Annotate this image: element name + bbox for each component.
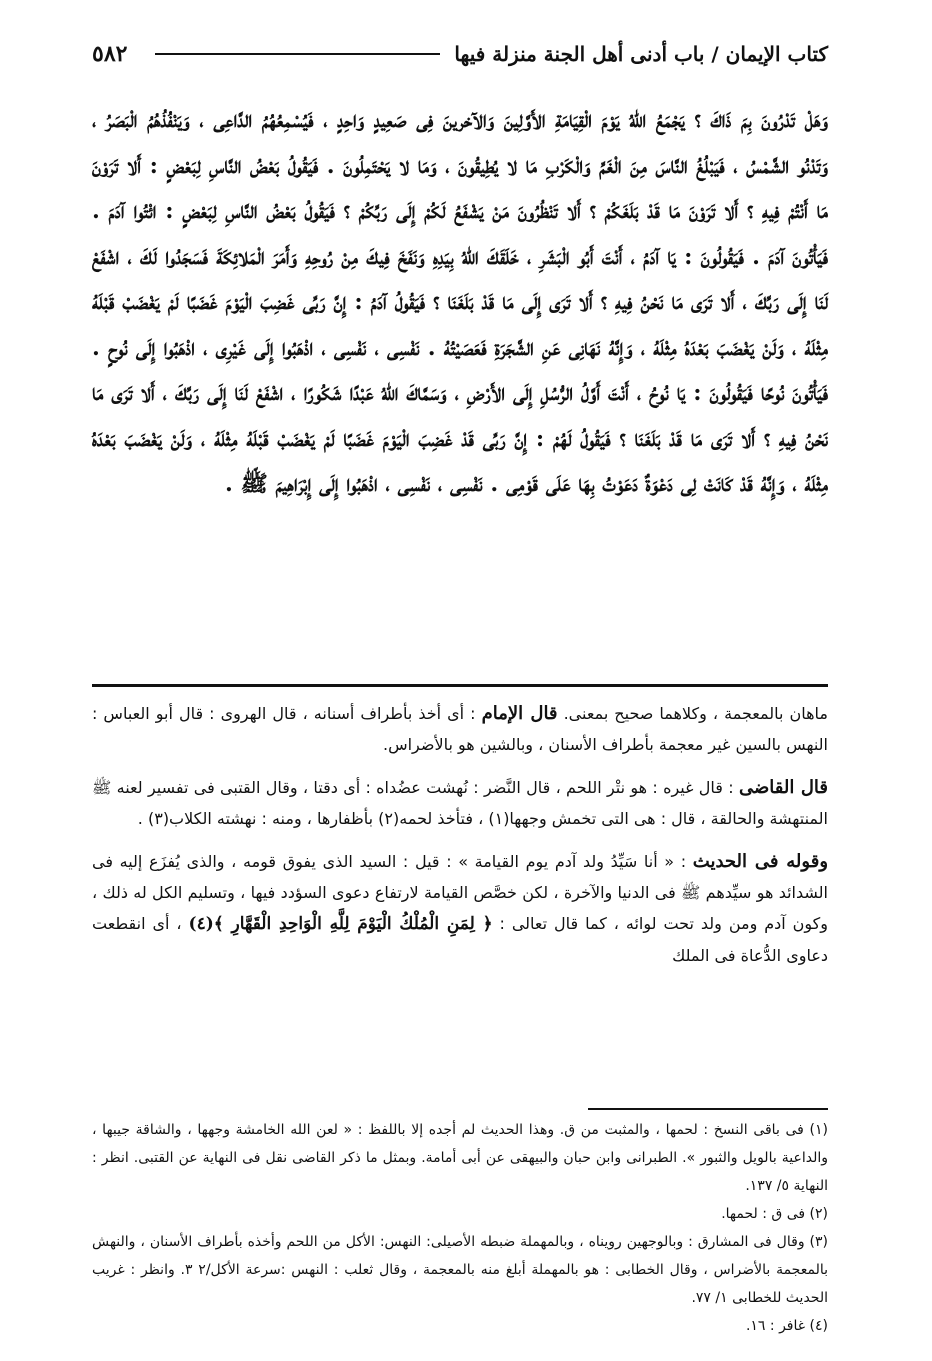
page-number: ٥٨٢ bbox=[92, 41, 128, 67]
hadith-text: وَهَلْ تَدْرُونَ بِمَ ذَاكَ ؟ يَجْمَعُ اللهُ يَوْمَ الْقِيَامَةِ الأَوَّلِينَ وَالآخرينَ فِى صَعِيدٍ وَاحِدٍ ، فَيُسْمِعُهُمُ الدَّاعِى ، وَيَنْفُذُهُمُ الْبَصَرُ ، وَتَدْنُو الشَّمْسُ ، فَيَبْلُغُ النَّاسَ مِنَ الْغَمِّ وَالْكَرْبِ مَا لا يُطِيقُونَ ، وَمَا لا يَحْتَمِلُونَ . فَيَقُولُ بَعْضُ النَّاسِ لِبَعْضٍ : أَلا تَرَوْنَ مَا أَنْتُمْ فِيهِ ؟ أَلا تَرَوْنَ مَا قَدْ بَلَغَكُمْ ؟ أَلا تَنْظُرُونَ مَنْ يَشْفَعُ لَكُمْ إِلَى رَبِّكُمْ ؟ فَيَقُولُ بَعْضُ النَّاسِ لِبَعْضٍ : ائْتُوا آدَمَ . فَيَأْتُونَ آدَمَ . فَيَقُولُونَ : يَا آدَمُ ، أَنْتَ أَبُو الْبَشَرِ ، خَلَقَكَ اللهُ بِيَدِهِ وَنَفَخَ فِيكَ مِنْ رُوحِهِ وَأَمَرَ الْمَلائِكَةَ فَسَجَدُوا لَكَ ، اشْفَعْ لَنَا إِلَى رَبِّكَ ، أَلا تَرَى مَا نَحْنُ فِيهِ ؟ أَلا تَرَى إِلَى مَا قَدْ بَلَغَنَا ؟ فَيَقُولُ آدَمُ : إِنَّ رَبِّى غَضِبَ الْيَوْمَ غَضَبًا لَمْ يَغْضَبْ قَبْلَهُ مِثْلَهُ ، وَلَنْ يَغْضَبَ بَعْدَهُ مِثْلَهُ ، وَإِنَّهُ نَهَانِى عَنِ الشَّجَرَةِ فَعَصَيْتُهُ . نَفْسِى ، نَفْسِى ، اذْهَبُوا إِلَى غَيْرِى ، اذْهَبُوا إِلَى نُوحٍ . فَيَأْتُونَ نُوحًا فَيَقُولُونَ : يَا نُوحُ ، أَنْتَ أَوَّلُ الرُّسُلِ إِلَى الأَرْضِ ، وَسَمَّاكَ اللهُ عَبْدًا شَكُورًا ، اشْفَعْ لَنَا إِلَى رَبِّكَ ، أَلا تَرَى مَا نَحْنُ فِيهِ ؟ أَلا تَرَى مَا قَدْ بَلَغَنَا ؟ فَيَقُولُ لَهُمْ : إِنَّ رَبِّى قَدْ غَضِبَ الْيَوْمَ غَضَبًا لَمْ يَغْضَبْ قَبْلَهُ مِثْلَهُ ، وَلَنْ يَغْضَبَ بَعْدَهُ مِثْلَهُ ، وَإِنَّهُ قَدْ كَانَتْ لِى دَعْوَةٌ دَعَوْتُ بِهَا عَلَى قَوْمِى . نَفْسِى ، نَفْسِى ، اذْهَبُوا إِلَى إِبْرَاهِيمَ ﷺ . bbox=[92, 107, 828, 497]
commentary-text: ماهان بالمعجمة ، وكلاهما صحيح بمعنى. bbox=[563, 704, 828, 723]
footnote-rule bbox=[588, 1108, 828, 1110]
commentary-text: : قال غيره : هو نتْر اللحم ، قال النَّضر : نُهشت عضُداه : أى دقتا ، وقال القتبى فى تفسير لعنه ﷺ المنتهشة والحالقة ، قال : هى التى تخمش وجهها(١) ، فتأخذ لحمه(٢) بأظفارها ، ومنه : نهشته الكلاب(٣) . bbox=[92, 778, 828, 828]
commentary-keyword: قال القاضى bbox=[738, 777, 829, 798]
footnotes bbox=[92, 1116, 828, 1340]
running-title: كتاب الإيمان / باب أدنى أهل الجنة منزلة فيها bbox=[454, 42, 828, 66]
commentary-text: : « أنا سَيِّدُ ولد آدم يوم القيامة » : قيل : السيد الذى يفوق قومه ، والذى يُفزَع إليه فى الشدائد هو سيِّدهم ﷺ فى الدنيا والآخرة ، لكن خصَّص القيامة لارتفاع دعوى السؤدد فيها ، وتسليم الكل له ذلك ، وكون آدم ومن ولد تحت لوائه ، كما قال تعالى : bbox=[92, 852, 829, 933]
footnote-4: (٤) غافر : ١٦. bbox=[745, 1318, 828, 1334]
page-header bbox=[92, 34, 828, 74]
commentary-keyword: وقوله فى الحديث bbox=[692, 851, 829, 872]
footnote-3: (٣) وقال فى المشارق : وبالوجهين رويناه ، وبالمهملة ضبطه الأصيلى: النهس: الأكل من اللحم وأخذه بأطراف الأسنان ، والنهش بالمعجمة بالأضراس ، وقال الخطابى : هو بالمهملة أبلغ منه بالمعجمة ، وقال ثعلب : النهس :سرعة الأكل/٢ ٣. وانظر : غريب الحديث للخطابى ١/ ٧٧. bbox=[92, 1234, 828, 1306]
footnote-1: (١) فى باقى النسخ : لحمها ، والمثبت من ق. وهذا الحديث لم أجده إلا باللفظ : « لعن الله الخامشة وجهها ، والشاقة جيبها ، والداعية بالويل والثبور ». الطبرانى وابن حبان والبيهقى عن أبى أمامة. وبمثل ما ذكر القاضى نقل فى النهاية عن القتبى. انظر : النهاية ٥/ ١٣٧. bbox=[92, 1122, 828, 1194]
commentary bbox=[92, 698, 828, 983]
commentary-text: ، أى انقطعت دعاوى الدُّعاة فى الملك bbox=[92, 914, 828, 965]
footnote-2: (٢) فى ق : لحمها. bbox=[721, 1206, 828, 1222]
quran-quote: ﴿ لِمَنِ الْمُلْكُ الْيَوْمَ لِلَّهِ الْوَاحِدِ الْقَهَّارِ ﴾(٤) bbox=[188, 914, 493, 934]
main-divider bbox=[92, 684, 828, 687]
header-rule bbox=[155, 53, 440, 55]
commentary-paragraph-1 bbox=[92, 698, 828, 760]
commentary-keyword: قال الإمام bbox=[481, 703, 558, 724]
commentary-paragraph-2 bbox=[92, 772, 828, 834]
commentary-text: : أى أخذ بأطراف أسنانه ، قال الهروى : قال أبو العباس : النهس بالسين غير معجمة بأطراف الأسنان ، وبالشين هو بالأضراس. bbox=[92, 704, 828, 754]
commentary-paragraph-3 bbox=[92, 846, 828, 971]
